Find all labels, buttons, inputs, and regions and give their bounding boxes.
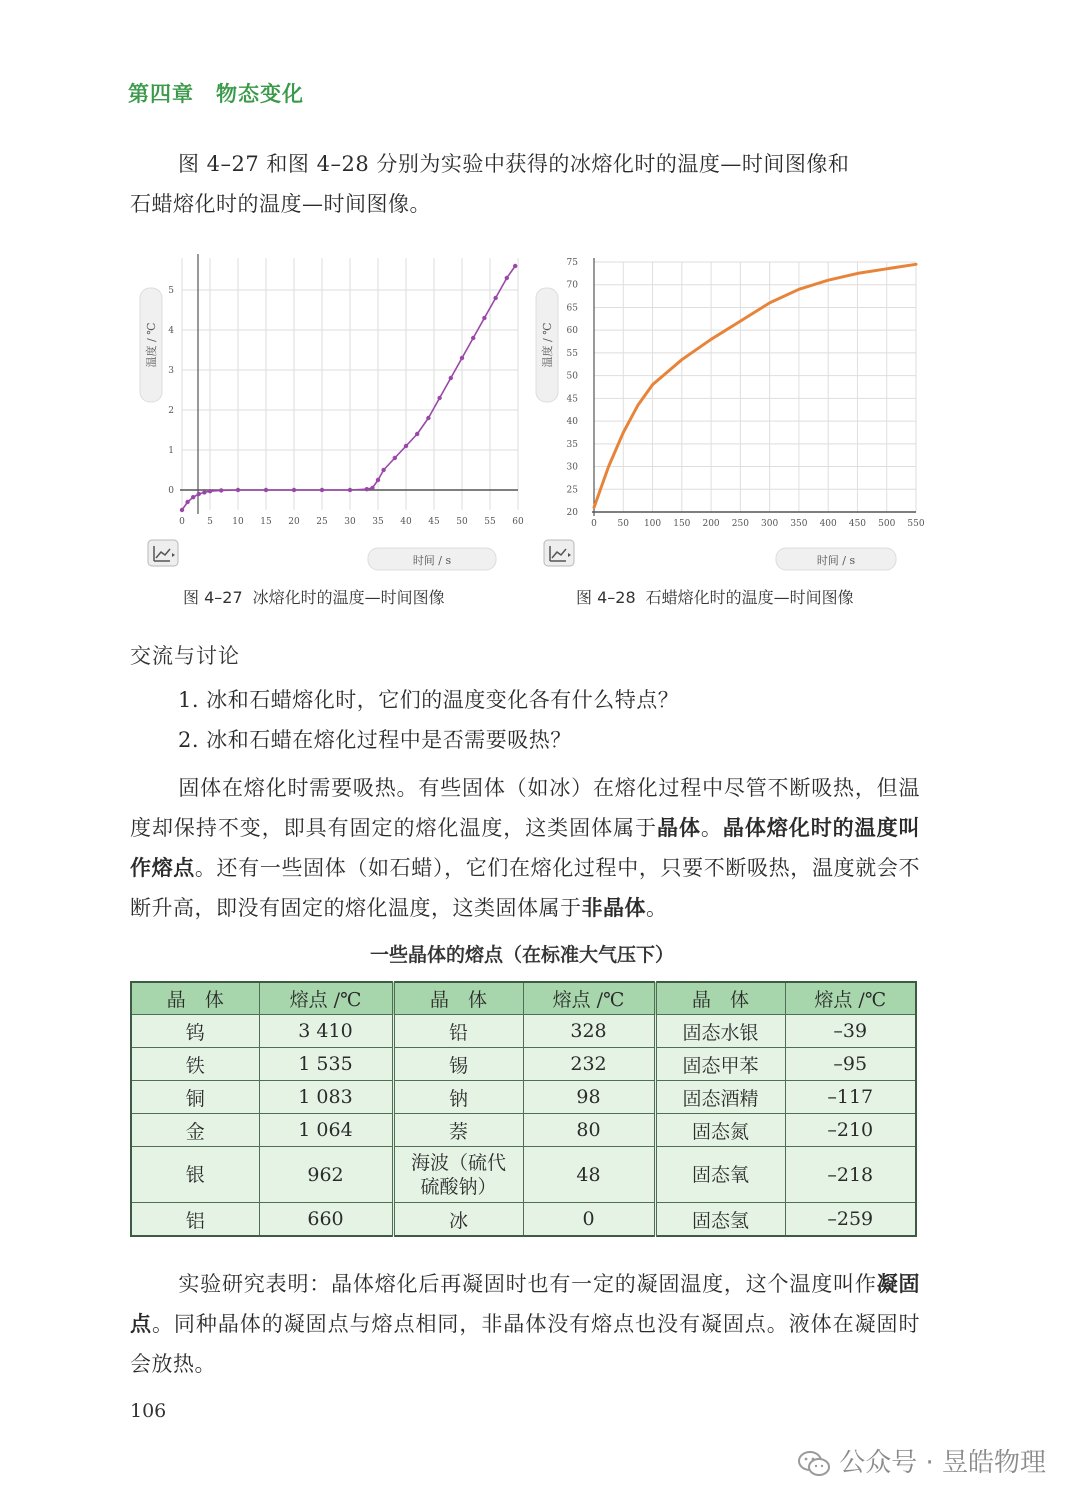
- table-cell: –259: [785, 1203, 916, 1237]
- xlabel-text: 时间 / s: [816, 554, 856, 567]
- x-tick-label: 550: [907, 519, 925, 529]
- discussion-question-2: 2. 冰和石蜡在熔化过程中是否需要吸热？: [178, 728, 572, 752]
- y-tick-label: 45: [566, 394, 578, 405]
- data-point: [426, 416, 430, 420]
- table-cell: 萘: [393, 1114, 523, 1147]
- y-tick-label: 75: [566, 258, 578, 268]
- y-tick-label: 40: [566, 417, 578, 428]
- watermark-text: 公众号 · 昱皓物理: [839, 1448, 1046, 1478]
- y-tick-label: 25: [566, 485, 578, 496]
- x-tick-label: 60: [512, 517, 524, 527]
- melting-point-table: [130, 981, 917, 1237]
- series-line: [594, 264, 916, 507]
- table-cell: –117: [785, 1081, 916, 1114]
- data-point: [513, 264, 517, 268]
- data-point: [437, 396, 441, 400]
- x-tick-label: 350: [790, 519, 808, 529]
- header-cell: 晶 体: [393, 982, 523, 1015]
- y-tick-label: 2: [168, 406, 174, 416]
- data-point: [180, 508, 184, 512]
- discussion-title: 交流与讨论: [130, 644, 240, 668]
- term-melting-point: 晶体熔化时的温度叫作熔点: [130, 816, 921, 880]
- data-point: [208, 489, 212, 493]
- header-cell: 熔点 /℃: [259, 982, 393, 1015]
- table-cell: 钠: [393, 1081, 523, 1114]
- data-point: [191, 495, 195, 499]
- caption-text: 石蜡熔化时的温度—时间图像: [645, 588, 854, 607]
- data-point: [219, 488, 223, 492]
- data-point: [471, 336, 475, 340]
- figure-caption-ice: [183, 585, 445, 608]
- chapter-title: 物态变化: [216, 82, 304, 106]
- table-cell: 232: [523, 1048, 655, 1081]
- table-cell: 1 535: [259, 1048, 393, 1081]
- x-tick-label: 450: [848, 519, 867, 529]
- figure-caption-wax: [576, 585, 854, 608]
- intro-paragraph: [130, 144, 920, 224]
- x-tick-label: 0: [179, 517, 185, 527]
- x-tick-label: 25: [316, 517, 328, 527]
- table-cell: 48: [523, 1147, 655, 1203]
- table-cell: 80: [523, 1114, 655, 1147]
- data-point: [197, 492, 201, 496]
- x-tick-label: 45: [428, 517, 440, 527]
- table-cell: 固态氢: [655, 1203, 785, 1237]
- table-row: [131, 1114, 916, 1147]
- table-row: [131, 1147, 916, 1203]
- table-cell: 铅: [393, 1015, 523, 1048]
- para-text: 固体在熔化时需要吸热。有些固体（如冰）在熔化过程中尽管不断吸热，但温度却保持不变，即具有固定的熔化温度，这类固体属于: [130, 776, 920, 840]
- table-row: [131, 1015, 916, 1048]
- watermark: [797, 1442, 1046, 1479]
- x-tick-label: 15: [260, 517, 272, 527]
- chart-area: [567, 258, 925, 529]
- para-text: 。同种晶体的凝固点与熔点相同，非晶体没有熔点也没有凝固点。液体在凝固时会放热。: [130, 1312, 921, 1376]
- data-point: [505, 276, 509, 280]
- xlabel-text: 时间 / s: [412, 554, 452, 567]
- header-cell: 晶 体: [131, 982, 259, 1015]
- intro-line-2: 石蜡熔化时的温度—时间图像。: [130, 192, 431, 216]
- y-tick-label: 3: [168, 366, 174, 376]
- data-point: [365, 487, 369, 491]
- table-cell: 98: [523, 1081, 655, 1114]
- caption-text: 冰熔化时的温度—时间图像: [252, 588, 445, 607]
- table-cell: 铁: [131, 1048, 259, 1081]
- table-cell: 3 410: [259, 1015, 393, 1048]
- y-tick-label: 60: [566, 326, 578, 337]
- data-point: [404, 444, 408, 448]
- x-tick-label: 20: [288, 517, 300, 527]
- x-tick-label: 300: [761, 519, 779, 529]
- data-point: [381, 468, 385, 472]
- table-row: [131, 1048, 916, 1081]
- y-tick-label: 1: [168, 446, 174, 456]
- data-point: [185, 500, 189, 504]
- term-amorphous: 非晶体: [581, 896, 646, 920]
- table-cell: 328: [523, 1015, 655, 1048]
- para-text: 实验研究表明：晶体熔化后再凝固时也有一定的凝固温度，这个温度叫作: [178, 1272, 877, 1296]
- y-tick-label: 30: [566, 462, 578, 473]
- grid: [594, 262, 916, 512]
- x-tick-label: 50: [456, 517, 468, 527]
- table-cell: –95: [785, 1048, 916, 1081]
- y-tick-label: 70: [566, 280, 578, 291]
- ylabel-text: 温度 / ℃: [541, 322, 554, 368]
- caption-number: 图 4–27: [183, 588, 243, 607]
- table-header-row: [131, 982, 916, 1015]
- chart-area: [168, 254, 524, 527]
- table-row: [131, 1203, 916, 1237]
- page-number: 106: [130, 1400, 167, 1422]
- data-point: [292, 488, 296, 492]
- x-tick-label: 400: [819, 519, 837, 529]
- header-cell: 熔点 /℃: [785, 982, 916, 1015]
- table-cell: 固态甲苯: [655, 1048, 785, 1081]
- table-cell: –210: [785, 1114, 916, 1147]
- y-tick-label: 0: [168, 486, 174, 496]
- data-point: [393, 456, 397, 460]
- y-tick-label: 4: [168, 326, 174, 336]
- data-point: [348, 488, 352, 492]
- x-tick-label: 40: [400, 517, 412, 527]
- data-point: [202, 490, 206, 494]
- caption-number: 图 4–28: [576, 588, 636, 607]
- data-point: [449, 376, 453, 380]
- chart-tool-button[interactable]: [148, 540, 178, 566]
- table-cell: 锡: [393, 1048, 523, 1081]
- table-cell: 962: [259, 1147, 393, 1203]
- y-tick-label: 5: [168, 286, 174, 296]
- data-point: [320, 488, 324, 492]
- intro-line-1: 图 4–27 和图 4–28 分别为实验中获得的冰熔化时的温度—时间图像和: [178, 152, 850, 176]
- wechat-icon: [797, 1450, 831, 1478]
- x-tick-label: 100: [643, 519, 662, 529]
- freezing-point-paragraph: [130, 1264, 920, 1384]
- table-cell: 银: [131, 1147, 259, 1203]
- table-cell: 冰: [393, 1203, 523, 1237]
- table-cell: 海波（硫代硫酸钠）: [393, 1147, 523, 1203]
- para-text: 。还有一些固体（如石蜡），它们在熔化过程中，只要不断吸热，温度就会不断升高，即没有固定的熔化温度，这类固体属于: [130, 856, 921, 920]
- crystal-definition-paragraph: [130, 768, 920, 928]
- table-cell: 铝: [131, 1203, 259, 1237]
- table-cell: 0: [523, 1203, 655, 1237]
- x-tick-label: 10: [232, 517, 244, 527]
- ylabel-text: 温度 / ℃: [145, 322, 158, 368]
- chapter-header: [128, 78, 304, 108]
- table-cell: 1 083: [259, 1081, 393, 1114]
- x-tick-label: 30: [344, 517, 356, 527]
- figure-ice-chart: [136, 252, 526, 574]
- x-tick-label: 55: [484, 517, 496, 527]
- data-point: [370, 486, 374, 490]
- series-line: [182, 266, 515, 510]
- data-point: [376, 478, 380, 482]
- x-tick-label: 150: [673, 519, 691, 529]
- y-tick-label: 50: [566, 371, 578, 382]
- table-cell: 钨: [131, 1015, 259, 1048]
- wax-melting-chart: [532, 252, 925, 574]
- x-tick-label: 0: [591, 519, 597, 529]
- y-tick-label: 35: [566, 439, 578, 450]
- data-point: [460, 356, 464, 360]
- header-cell: 熔点 /℃: [523, 982, 655, 1015]
- term-freezing-point: 凝固点: [130, 1272, 921, 1336]
- chapter-number: 第四章: [128, 82, 194, 106]
- term-crystal: 晶体: [656, 816, 701, 840]
- data-point: [264, 488, 268, 492]
- data-point: [493, 296, 497, 300]
- x-tick-label: 50: [617, 519, 629, 529]
- x-tick-label: 500: [878, 519, 896, 529]
- x-tick-label: 200: [702, 519, 720, 529]
- header-cell: 晶 体: [655, 982, 785, 1015]
- y-tick-label: 55: [566, 348, 578, 359]
- table-cell: 铜: [131, 1081, 259, 1114]
- x-tick-label: 35: [372, 517, 384, 527]
- table-cell: 固态水银: [655, 1015, 785, 1048]
- ice-melting-chart: [136, 252, 526, 574]
- table-cell: 660: [259, 1203, 393, 1237]
- data-point: [482, 316, 486, 320]
- table-title: 一些晶体的熔点（在标准大气压下）: [369, 944, 674, 966]
- x-tick-label: 5: [207, 517, 213, 527]
- data-point: [415, 432, 419, 436]
- table-row: [131, 1081, 916, 1114]
- discussion-question-1: 1. 冰和石蜡熔化时，它们的温度变化各有什么特点？: [178, 688, 680, 712]
- table-cell: 固态氮: [655, 1114, 785, 1147]
- para-text: 。: [700, 816, 723, 840]
- data-point: [236, 488, 240, 492]
- grid: [182, 258, 518, 510]
- para-text: 。: [646, 896, 668, 920]
- table-cell: 固态酒精: [655, 1081, 785, 1114]
- x-tick-label: 250: [731, 519, 749, 529]
- table-cell: –39: [785, 1015, 916, 1048]
- table-cell: 1 064: [259, 1114, 393, 1147]
- table-cell: 固态氧: [655, 1147, 785, 1203]
- chart-tool-button[interactable]: [544, 540, 574, 566]
- y-tick-label: 20: [566, 508, 578, 518]
- y-tick-label: 65: [566, 303, 578, 314]
- table-cell: 金: [131, 1114, 259, 1147]
- figure-wax-chart: [532, 252, 925, 574]
- table-cell: –218: [785, 1147, 916, 1203]
